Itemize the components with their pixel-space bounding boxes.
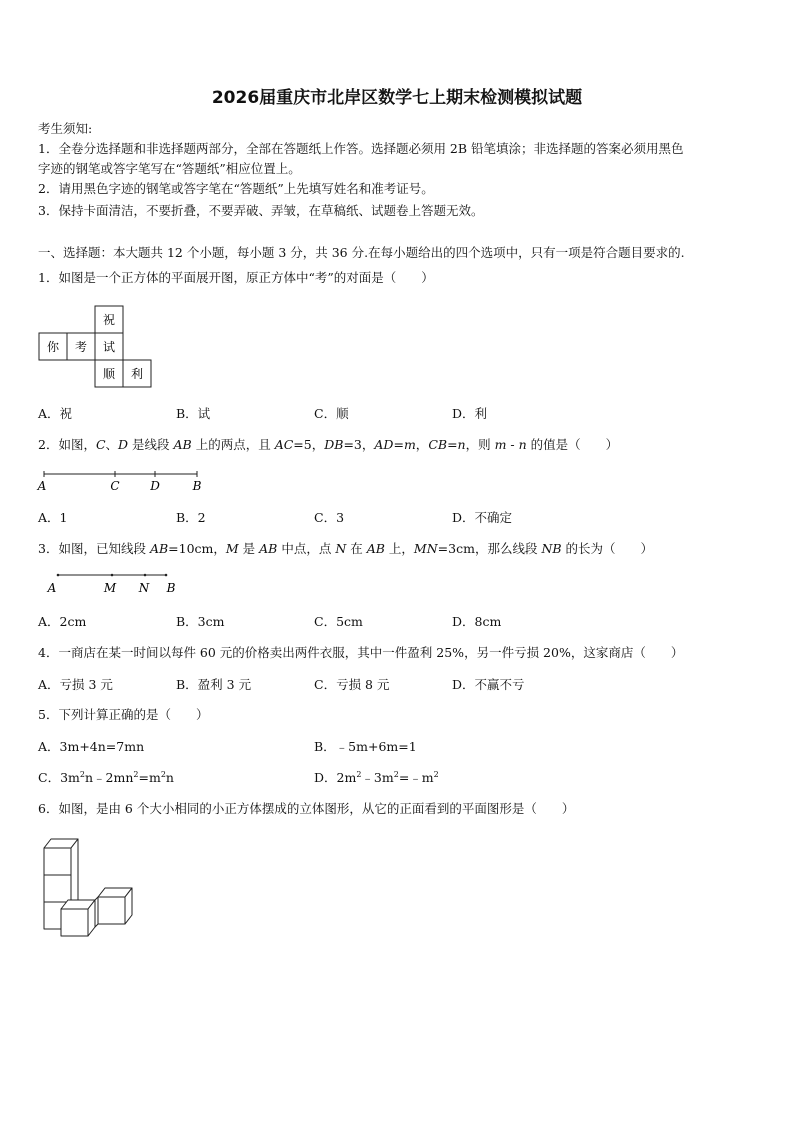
q1-cube-net <box>37 305 157 390</box>
notice-item-3: 3．保持卡面清洁，不要折叠，不要弄破、弄皱，在草稿纸、试题卷上答题无效。 <box>38 203 484 218</box>
net-cell-kao: 考 <box>74 340 88 354</box>
q4-option-d: D．不赢不亏 <box>452 677 525 692</box>
q2-label-b: B <box>192 479 202 493</box>
q4-stem: 4．一商店在某一时间以每件 60 元的价格卖出两件衣服，其中一件盈利 25%，另一件亏损 20%，这家商店（ ） <box>38 645 684 660</box>
q3-option-a: A．2cm <box>38 614 87 629</box>
net-cell-shi: 试 <box>102 340 116 354</box>
q3-stem: 3．如图，已知线段 AB=10cm，M 是 AB 中点，点 N 在 AB 上，MN=3cm，那么线段 NB 的长为（ ） <box>38 541 654 556</box>
notice-item-2: 2．请用黑色字迹的钢笔或答字笔在“答题纸”上先填写姓名和准考证号。 <box>38 181 434 196</box>
net-cell-shun: 顺 <box>102 367 116 381</box>
q3-label-n: N <box>138 581 150 595</box>
q6-cube-figure <box>40 834 140 944</box>
q4-option-b: B．盈利 3 元 <box>176 677 252 692</box>
q3-segment-figure <box>44 568 184 598</box>
q2-label-a: A <box>37 479 47 493</box>
q2-option-c: C．3 <box>314 510 345 525</box>
q1-option-d: D．利 <box>452 406 488 421</box>
q1-stem: 1．如图是一个正方体的平面展开图，原正方体中“考”的对面是（ ） <box>38 270 434 285</box>
q3-option-b: B．3cm <box>176 614 225 629</box>
section-heading: 一、选择题：本大题共 12 个小题，每小题 3 分，共 36 分.在每小题给出的四个选项中，只有一项是符合题目要求的. <box>38 245 685 260</box>
notice-heading: 考生须知: <box>38 121 93 136</box>
q2-option-d: D．不确定 <box>452 510 513 525</box>
q4-option-c: C．亏损 8 元 <box>314 677 390 692</box>
q3-option-c: C．5cm <box>314 614 363 629</box>
net-cell-zhu: 祝 <box>102 313 116 327</box>
q2-stem: 2．如图，C、D 是线段 AB 上的两点，且 AC=5，DB=3，AD=m，CB=n，则 m - n 的值是（ ） <box>38 437 619 452</box>
q5-option-d: D．$2m^2﹣3m^2=﹣m^2$ <box>314 770 439 785</box>
q2-option-a: A．1 <box>38 510 68 525</box>
net-cell-li: 利 <box>130 367 144 381</box>
q3-label-b: B <box>166 581 176 595</box>
q6-stem: 6．如图，是由 6 个大小相同的小正方体摆成的立体图形，从它的正面看到的平面图形是（ ） <box>38 801 575 816</box>
q2-option-b: B．2 <box>176 510 206 525</box>
q2-segment-figure <box>36 466 206 496</box>
q2-label-d: D <box>150 479 160 493</box>
q3-label-m: M <box>103 581 117 595</box>
q5-option-c: C．$3m^2n﹣2mn^2=m^2n$ <box>38 770 174 785</box>
q5-stem: 5．下列计算正确的是（ ） <box>38 707 209 722</box>
net-cell-ni: 你 <box>46 340 60 354</box>
q2-label-c: C <box>110 479 120 493</box>
q5-option-b: B．﹣5m+6m=1 <box>314 739 417 754</box>
q3-label-a: A <box>47 581 57 595</box>
page-title: 2026届重庆市北岸区数学七上期末检测模拟试题 <box>211 88 583 108</box>
q4-option-a: A．亏损 3 元 <box>38 677 113 692</box>
q1-option-b: B．试 <box>176 406 211 421</box>
q1-option-c: C．顺 <box>314 406 349 421</box>
notice-item-1-cont: 字迹的钢笔或答字笔写在“答题纸”相应位置上。 <box>38 161 301 176</box>
q5-option-a: A．3m+4n=7mn <box>38 739 145 754</box>
notice-item-1: 1．全卷分选择题和非选择题两部分，全部在答题纸上作答。选择题必须用 2B 铅笔填涂；非选择题的答案必须用黑色 <box>38 141 684 156</box>
q3-option-d: D．8cm <box>452 614 502 629</box>
q1-option-a: A．祝 <box>38 406 73 421</box>
